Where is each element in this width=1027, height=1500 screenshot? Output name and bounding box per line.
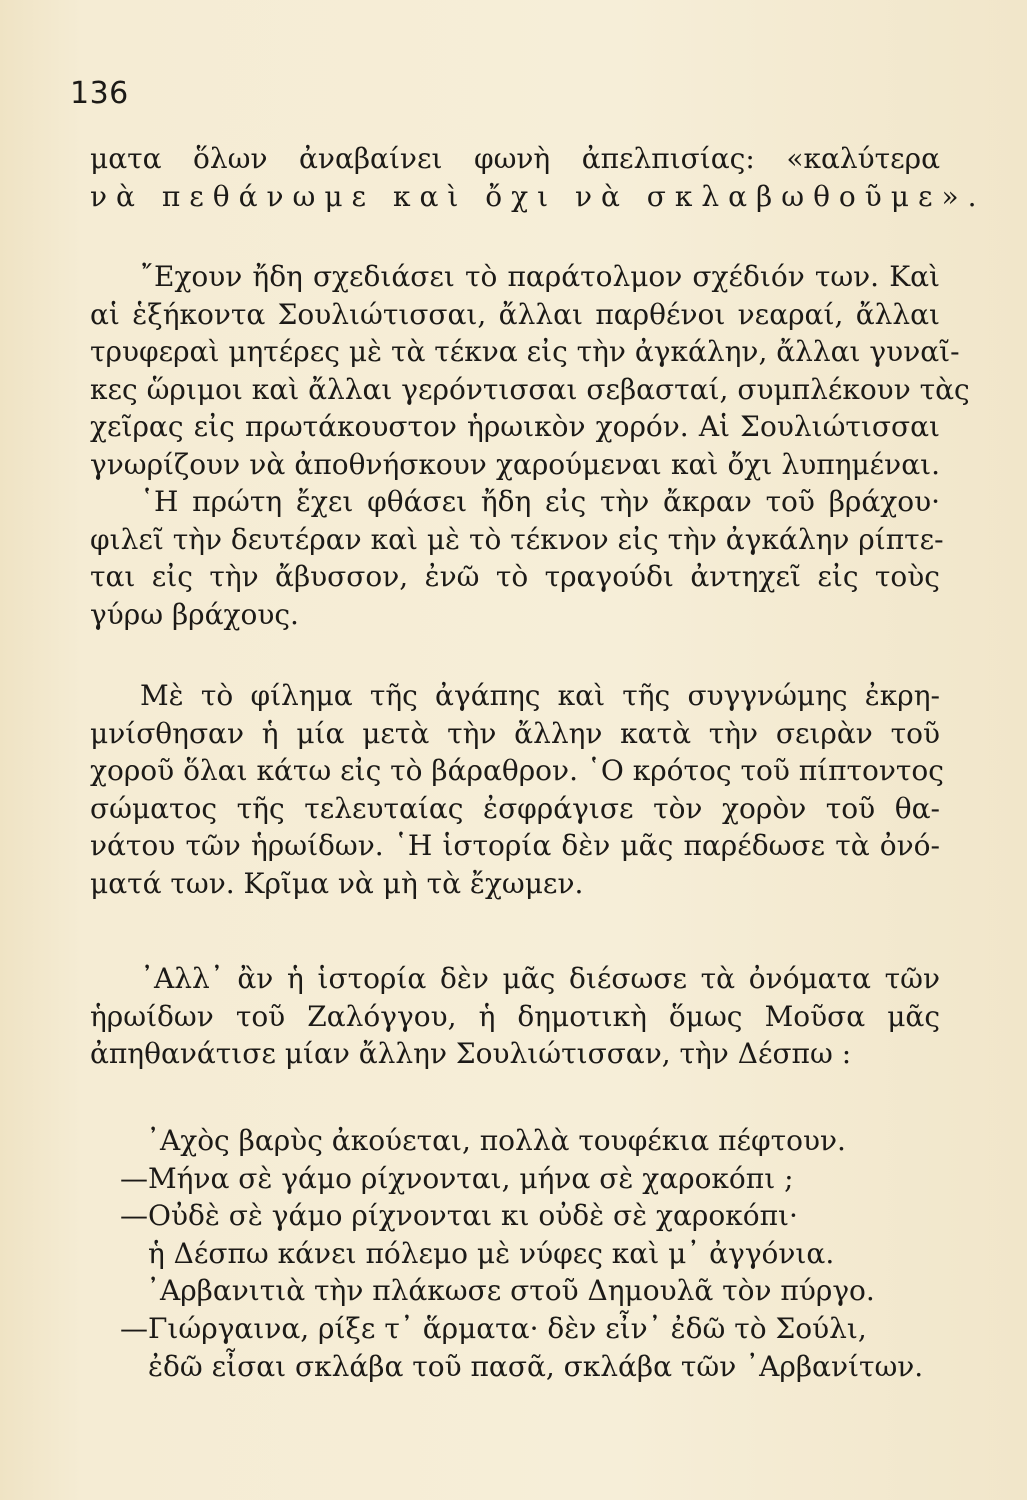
verse-line: —Μήνα σὲ γάμο ρίχνονται, μήνα σὲ χαροκόπι ;: [120, 1161, 794, 1195]
text-line: αἱ ἑξήκοντα Σουλιώτισσαι, ἄλλαι παρθένοι νεαραί, ἄλλαι: [90, 297, 940, 331]
verse-line: ἡ Δέσπω κάνει πόλεμο μὲ νύφες καὶ μ᾿ ἀγγόνια.: [148, 1236, 835, 1270]
text-line: ῾Η πρώτη ἔχει φθάσει ἤδη εἰς τὴν ἄκραν τοῦ βράχου·: [140, 485, 940, 518]
text-line: νάτου τῶν ἡρωίδων. ῾Η ἱστορία δὲν μᾶς παρέδωσε τὰ ὀνό-: [90, 829, 940, 862]
text-line: Μὲ τὸ φίλημα τῆς ἀγάπης καὶ τῆς συγγνώμης ἐκρη-: [140, 679, 940, 712]
paragraph: [90, 258, 970, 633]
text-line: ἡρωίδων τοῦ Ζαλόγγου, ἡ δημοτικὴ ὅμως Μοῦσα μᾶς: [90, 999, 940, 1033]
text-line: χοροῦ ὅλαι κάτω εἰς τὸ βάραθρον. ῾Ο κρότος τοῦ πίπτοντος: [90, 754, 944, 787]
page-number: 136: [70, 76, 129, 111]
verse-line: —Γιώργαινα, ρίξε τ᾿ ἅρματα· δὲν εἶν᾿ ἐδῶ τὸ Σούλι,: [120, 1311, 867, 1345]
text-line: τρυφεραὶ μητέρες μὲ τὰ τέκνα εἰς τὴν ἀγκάλην, ἄλλαι γυναῖ-: [90, 335, 960, 368]
text-line: νὰ πεθάνωμε καὶ ὄχι νὰ σκλαβωθοῦμε».: [90, 179, 986, 213]
text-line: ᾿Αλλ᾿ ἂν ἡ ἱστορία δὲν μᾶς διέσωσε τὰ ὀνόματα τῶν: [140, 962, 940, 995]
opening-passage: [90, 140, 986, 215]
verse-line: ἐδῶ εἶσαι σκλάβα τοῦ πασᾶ, σκλάβα τῶν ᾿Αρβανίτων.: [148, 1349, 924, 1383]
text-line: ῎Εχουν ἤδη σχεδιάσει τὸ παράτολμον σχέδιόν των. Καὶ: [140, 260, 940, 293]
verse-line: ᾿Αρβανιτιὰ τὴν πλάκωσε στοῦ Δημουλᾶ τὸν πύργο.: [146, 1274, 875, 1308]
text-line: γνωρίζουν νὰ ἀποθνήσκουν χαρούμεναι καὶ ὄχι λυπημέναι.: [90, 447, 940, 481]
text-line: κες ὥριμοι καὶ ἄλλαι γερόντισσαι σεβασταί, συμπλέκουν τὰς: [90, 372, 970, 406]
text-line: σώματος τῆς τελευταίας ἐσφράγισε τὸν χορὸν τοῦ θα-: [90, 791, 940, 825]
text-line: ται εἰς τὴν ἄβυσσον, ἐνῶ τὸ τραγούδι ἀντηχεῖ εἰς τοὺς: [90, 560, 940, 593]
text-line: φιλεῖ τὴν δευτέραν καὶ μὲ τὸ τέκνον εἰς τὴν ἀγκάλην ρίπτε-: [90, 522, 944, 556]
text-line: γύρω βράχους.: [90, 597, 299, 631]
text-line: ματά των. Κρῖμα νὰ μὴ τὰ ἔχωμεν.: [90, 866, 584, 900]
text-line: ἀπηθανάτισε μίαν ἄλλην Σουλιώτισσαν, τὴν Δέσπω :: [90, 1037, 852, 1070]
paragraph: [90, 960, 940, 1073]
verse-line: ᾿Αχὸς βαρὺς ἀκούεται, πολλὰ τουφέκια πέφτουν.: [146, 1124, 846, 1157]
verse-line: —Οὐδὲ σὲ γάμο ρίχνονται κι οὐδὲ σὲ χαροκόπι·: [120, 1199, 798, 1233]
paragraph: [90, 677, 944, 902]
text-line: ματα ὅλων ἀναβαίνει φωνὴ ἀπελπισίας: «καλύτερα: [90, 142, 940, 175]
folk-song-verse: [90, 1122, 940, 1385]
text-line: μνίσθησαν ἡ μία μετὰ τὴν ἄλλην κατὰ τὴν σειρὰν τοῦ: [90, 716, 940, 750]
text-line: χεῖρας εἰς πρωτάκουστον ἡρωικὸν χορόν. Αἱ Σουλιώτισσαι: [90, 410, 940, 443]
